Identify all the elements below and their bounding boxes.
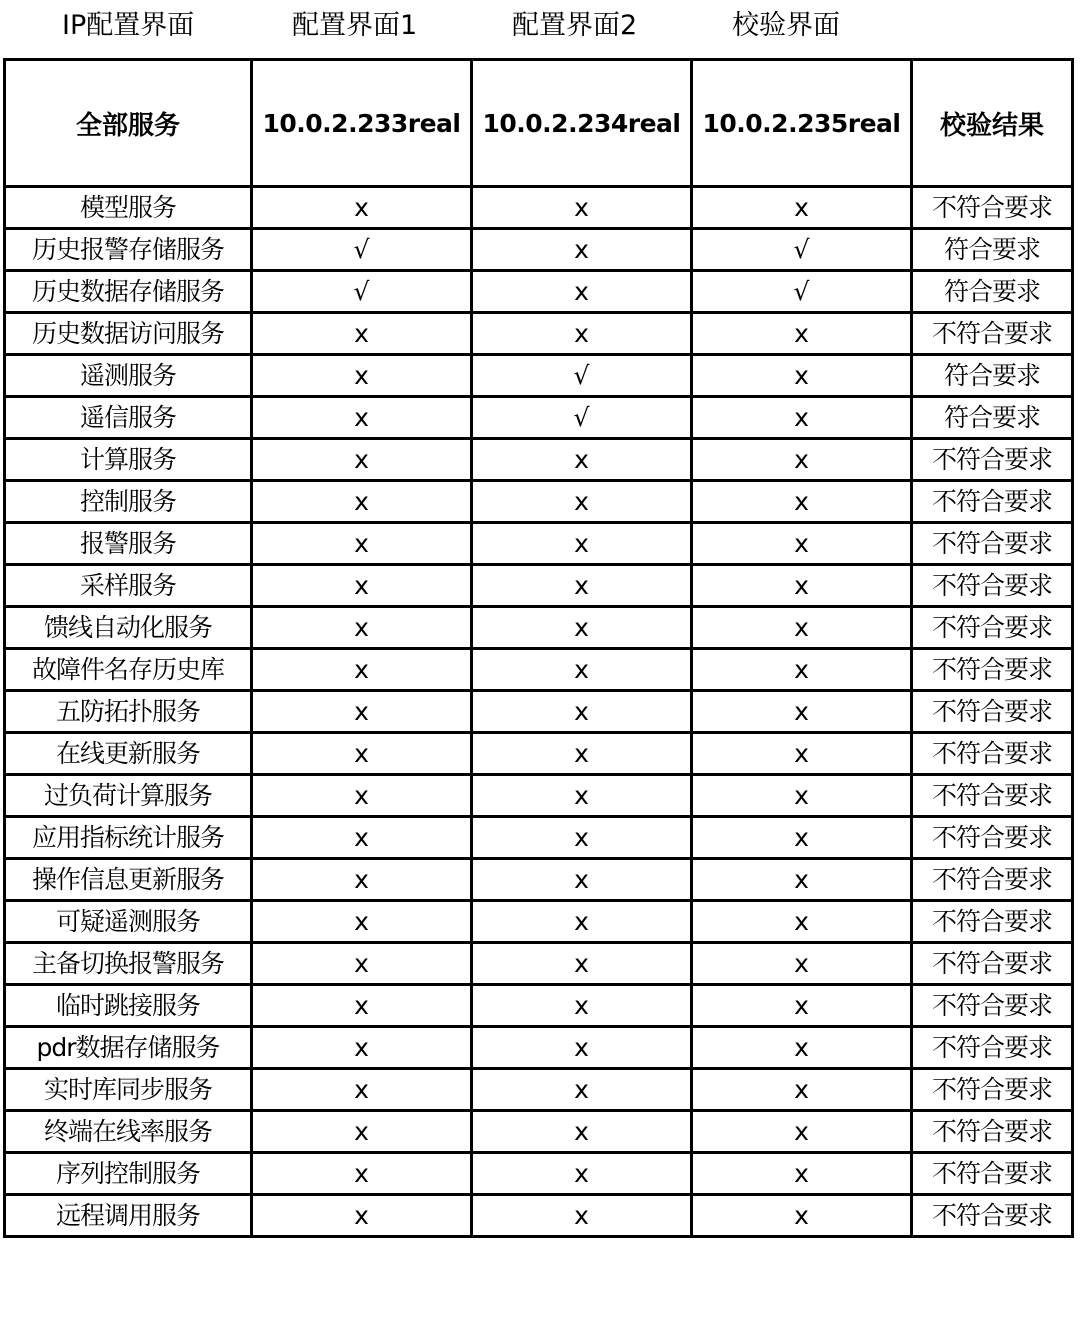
ip-234-status-cell: x <box>472 691 692 733</box>
verify-result-cell: 不符合要求 <box>912 775 1073 817</box>
service-name-cell: 采样服务 <box>5 565 252 607</box>
ip-235-status-cell: x <box>692 1111 912 1153</box>
ip-233-status-cell: x <box>252 1027 472 1069</box>
ip-233-status-cell: x <box>252 859 472 901</box>
service-name-cell: 过负荷计算服务 <box>5 775 252 817</box>
ip-235-status-cell: x <box>692 901 912 943</box>
ip-233-status-cell: √ <box>252 229 472 271</box>
ip-234-status-cell: x <box>472 1153 692 1195</box>
ip-235-status-cell: x <box>692 355 912 397</box>
ip-235-status-cell: √ <box>692 229 912 271</box>
ip-234-status-cell: x <box>472 229 692 271</box>
ip-234-status-cell: x <box>472 439 692 481</box>
ip-235-status-cell: x <box>692 313 912 355</box>
table-row <box>5 817 1073 859</box>
verify-result-cell: 不符合要求 <box>912 1195 1073 1237</box>
table-row <box>5 481 1073 523</box>
ip-235-status-cell: x <box>692 985 912 1027</box>
ip-234-status-cell: x <box>472 313 692 355</box>
ip-233-status-cell: x <box>252 607 472 649</box>
service-name-cell: 历史数据访问服务 <box>5 313 252 355</box>
ip-233-status-cell: x <box>252 1195 472 1237</box>
header-ip-234: 10.0.2.234real <box>472 60 692 187</box>
ip-234-status-cell: √ <box>472 355 692 397</box>
table-row <box>5 1153 1073 1195</box>
table-row <box>5 439 1073 481</box>
verify-result-cell: 不符合要求 <box>912 439 1073 481</box>
ip-234-status-cell: x <box>472 817 692 859</box>
service-name-cell: 主备切换报警服务 <box>5 943 252 985</box>
service-name-cell: 远程调用服务 <box>5 1195 252 1237</box>
verify-result-cell: 不符合要求 <box>912 901 1073 943</box>
verify-result-cell: 符合要求 <box>912 271 1073 313</box>
table-row <box>5 901 1073 943</box>
verify-result-cell: 不符合要求 <box>912 313 1073 355</box>
verify-result-cell: 不符合要求 <box>912 691 1073 733</box>
ip-235-status-cell: x <box>692 523 912 565</box>
table-row <box>5 187 1073 229</box>
ip-234-status-cell: x <box>472 1027 692 1069</box>
ip-233-status-cell: x <box>252 187 472 229</box>
verify-result-cell: 符合要求 <box>912 355 1073 397</box>
service-name-cell: 操作信息更新服务 <box>5 859 252 901</box>
ip-233-status-cell: x <box>252 439 472 481</box>
verify-result-cell: 不符合要求 <box>912 607 1073 649</box>
verify-result-cell: 不符合要求 <box>912 1153 1073 1195</box>
table-row <box>5 649 1073 691</box>
verify-result-cell: 不符合要求 <box>912 1069 1073 1111</box>
table-row <box>5 397 1073 439</box>
ip-233-status-cell: √ <box>252 271 472 313</box>
verify-result-cell: 不符合要求 <box>912 481 1073 523</box>
header-row <box>5 60 1073 187</box>
ip-235-status-cell: x <box>692 1195 912 1237</box>
verify-result-cell: 不符合要求 <box>912 1027 1073 1069</box>
ip-234-status-cell: x <box>472 733 692 775</box>
verify-result-cell: 不符合要求 <box>912 733 1073 775</box>
ip-235-status-cell: x <box>692 1153 912 1195</box>
verify-result-cell: 不符合要求 <box>912 649 1073 691</box>
ip-235-status-cell: x <box>692 775 912 817</box>
verify-result-cell: 不符合要求 <box>912 859 1073 901</box>
table-row <box>5 355 1073 397</box>
ip-234-status-cell: x <box>472 775 692 817</box>
ip-233-status-cell: x <box>252 1069 472 1111</box>
service-verification-table <box>3 58 1074 1238</box>
ip-235-status-cell: x <box>692 649 912 691</box>
table-row <box>5 313 1073 355</box>
verify-result-cell: 不符合要求 <box>912 187 1073 229</box>
ip-235-status-cell: x <box>692 691 912 733</box>
service-name-cell: 终端在线率服务 <box>5 1111 252 1153</box>
ip-233-status-cell: x <box>252 565 472 607</box>
ip-235-status-cell: x <box>692 943 912 985</box>
table-row <box>5 1111 1073 1153</box>
table-row <box>5 523 1073 565</box>
ip-234-status-cell: x <box>472 1111 692 1153</box>
ip-233-status-cell: x <box>252 775 472 817</box>
ip-234-status-cell: x <box>472 1069 692 1111</box>
ip-234-status-cell: x <box>472 523 692 565</box>
table-row <box>5 985 1073 1027</box>
table-row <box>5 859 1073 901</box>
service-name-cell: 模型服务 <box>5 187 252 229</box>
verify-result-cell: 不符合要求 <box>912 523 1073 565</box>
ip-235-status-cell: x <box>692 607 912 649</box>
interface-labels <box>0 0 1080 56</box>
header-all-services: 全部服务 <box>5 60 252 187</box>
table-row <box>5 565 1073 607</box>
table-row <box>5 1195 1073 1237</box>
ip-233-status-cell: x <box>252 523 472 565</box>
ip-234-status-cell: x <box>472 901 692 943</box>
service-name-cell: 实时库同步服务 <box>5 1069 252 1111</box>
table-row <box>5 733 1073 775</box>
service-name-cell: 可疑遥测服务 <box>5 901 252 943</box>
service-name-cell: 历史报警存储服务 <box>5 229 252 271</box>
table-row <box>5 943 1073 985</box>
service-name-cell: 五防拓扑服务 <box>5 691 252 733</box>
ip-234-status-cell: x <box>472 985 692 1027</box>
ip-233-status-cell: x <box>252 397 472 439</box>
header-ip-235: 10.0.2.235real <box>692 60 912 187</box>
verify-result-cell: 符合要求 <box>912 229 1073 271</box>
ip-235-status-cell: x <box>692 1027 912 1069</box>
ip-234-status-cell: x <box>472 481 692 523</box>
ip-233-status-cell: x <box>252 985 472 1027</box>
label-config-2: 配置界面2 <box>512 10 638 41</box>
ip-233-status-cell: x <box>252 481 472 523</box>
ip-235-status-cell: x <box>692 565 912 607</box>
table-row <box>5 607 1073 649</box>
verify-result-cell: 不符合要求 <box>912 817 1073 859</box>
ip-233-status-cell: x <box>252 943 472 985</box>
service-name-cell: 在线更新服务 <box>5 733 252 775</box>
table-row <box>5 775 1073 817</box>
verify-result-cell: 不符合要求 <box>912 943 1073 985</box>
ip-233-status-cell: x <box>252 817 472 859</box>
table-row <box>5 1069 1073 1111</box>
ip-234-status-cell: x <box>472 187 692 229</box>
ip-234-status-cell: x <box>472 859 692 901</box>
ip-234-status-cell: x <box>472 1195 692 1237</box>
ip-233-status-cell: x <box>252 1153 472 1195</box>
service-name-cell: 序列控制服务 <box>5 1153 252 1195</box>
ip-233-status-cell: x <box>252 733 472 775</box>
ip-233-status-cell: x <box>252 691 472 733</box>
table-row <box>5 1027 1073 1069</box>
table-row <box>5 229 1073 271</box>
ip-234-status-cell: √ <box>472 397 692 439</box>
ip-235-status-cell: x <box>692 397 912 439</box>
ip-235-status-cell: x <box>692 187 912 229</box>
ip-235-status-cell: x <box>692 439 912 481</box>
ip-235-status-cell: x <box>692 1069 912 1111</box>
service-name-cell: 控制服务 <box>5 481 252 523</box>
ip-235-status-cell: x <box>692 817 912 859</box>
service-name-cell: 遥测服务 <box>5 355 252 397</box>
ip-233-status-cell: x <box>252 355 472 397</box>
service-name-cell: 遥信服务 <box>5 397 252 439</box>
service-name-cell: 馈线自动化服务 <box>5 607 252 649</box>
ip-235-status-cell: x <box>692 733 912 775</box>
service-name-cell: 历史数据存储服务 <box>5 271 252 313</box>
service-name-cell: 报警服务 <box>5 523 252 565</box>
verify-result-cell: 符合要求 <box>912 397 1073 439</box>
ip-235-status-cell: x <box>692 481 912 523</box>
ip-234-status-cell: x <box>472 943 692 985</box>
label-ip-config: IP配置界面 <box>62 10 195 41</box>
table-row <box>5 691 1073 733</box>
ip-234-status-cell: x <box>472 649 692 691</box>
label-verify: 校验界面 <box>732 10 840 41</box>
ip-234-status-cell: x <box>472 565 692 607</box>
ip-233-status-cell: x <box>252 649 472 691</box>
ip-233-status-cell: x <box>252 1111 472 1153</box>
header-result: 校验结果 <box>912 60 1073 187</box>
ip-233-status-cell: x <box>252 313 472 355</box>
service-name-cell: 临时跳接服务 <box>5 985 252 1027</box>
ip-233-status-cell: x <box>252 901 472 943</box>
service-name-cell: 故障件名存历史库 <box>5 649 252 691</box>
ip-234-status-cell: x <box>472 607 692 649</box>
verify-result-cell: 不符合要求 <box>912 1111 1073 1153</box>
ip-234-status-cell: x <box>472 271 692 313</box>
ip-235-status-cell: √ <box>692 271 912 313</box>
service-name-cell: 计算服务 <box>5 439 252 481</box>
label-config-1: 配置界面1 <box>292 10 418 41</box>
service-name-cell: 应用指标统计服务 <box>5 817 252 859</box>
header-ip-233: 10.0.2.233real <box>252 60 472 187</box>
service-name-cell: pdr数据存储服务 <box>5 1027 252 1069</box>
verify-result-cell: 不符合要求 <box>912 565 1073 607</box>
ip-235-status-cell: x <box>692 859 912 901</box>
verify-result-cell: 不符合要求 <box>912 985 1073 1027</box>
table-row <box>5 271 1073 313</box>
